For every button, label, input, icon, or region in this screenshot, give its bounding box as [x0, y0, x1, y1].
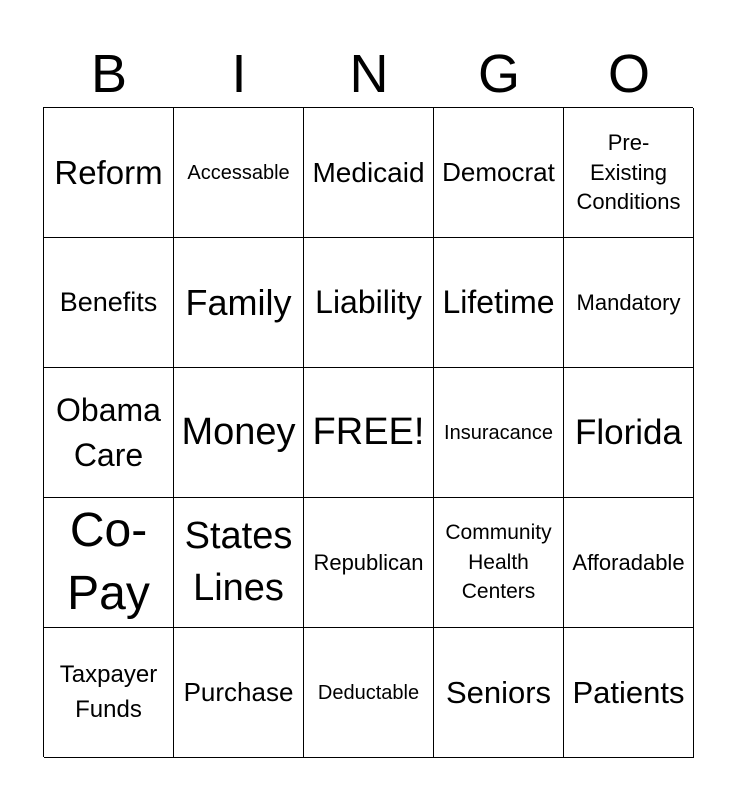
- cell-text: Purchase: [183, 676, 294, 707]
- bingo-cell-r2c4[interactable]: [434, 238, 564, 368]
- bingo-cell-r5c3[interactable]: [304, 628, 434, 758]
- cell-text: Afforadable: [572, 549, 685, 575]
- bingo-cell-r1c3[interactable]: [304, 108, 434, 238]
- cell-text: Democrat: [442, 156, 555, 187]
- bingo-cell-r3c1[interactable]: [44, 368, 174, 498]
- bingo-cell-r1c5[interactable]: [564, 108, 694, 238]
- bingo-cell-r4c4[interactable]: [434, 498, 564, 628]
- cell-text: Taxpayer Funds: [59, 661, 158, 723]
- cell-text: Lifetime: [442, 284, 555, 321]
- header-letter-n: N: [349, 44, 389, 104]
- cell-text: Accessable: [187, 161, 290, 184]
- cell-text: Seniors: [445, 674, 552, 710]
- bingo-cell-r3c4[interactable]: [434, 368, 564, 498]
- cell-text: FREE!: [312, 410, 425, 453]
- cell-text: Florida: [575, 412, 682, 452]
- cell-text: Mandatory: [576, 289, 681, 315]
- header-letter-o: O: [607, 44, 650, 104]
- bingo-cell-r2c2[interactable]: [174, 238, 304, 368]
- bingo-cell-r1c4[interactable]: [434, 108, 564, 238]
- cell-text: Deductable: [317, 681, 420, 704]
- header-letter-i: I: [231, 44, 247, 104]
- bingo-cell-r2c1[interactable]: [44, 238, 174, 368]
- bingo-header: [44, 38, 694, 110]
- cell-text: Obama Care: [56, 391, 161, 473]
- cell-text: Co- Pay: [67, 504, 150, 620]
- cell-text: Republican: [313, 549, 424, 575]
- bingo-cell-r4c1[interactable]: [44, 498, 174, 628]
- cell-text: Benefits: [59, 287, 158, 318]
- bingo-cell-r4c5[interactable]: [564, 498, 694, 628]
- cell-text: Patients: [572, 674, 685, 710]
- bingo-cell-r1c1[interactable]: [44, 108, 174, 238]
- bingo-cell-r2c5[interactable]: [564, 238, 694, 368]
- cell-text: Insuracance: [444, 421, 553, 444]
- bingo-cell-r4c2[interactable]: [174, 498, 304, 628]
- cell-text: Money: [181, 410, 296, 453]
- bingo-cell-r5c2[interactable]: [174, 628, 304, 758]
- bingo-cell-r5c1[interactable]: [44, 628, 174, 758]
- bingo-cell-r2c3[interactable]: [304, 238, 434, 368]
- bingo-cell-r1c2[interactable]: [174, 108, 304, 238]
- cell-text: Reform: [54, 153, 163, 191]
- bingo-cell-r5c4[interactable]: [434, 628, 564, 758]
- bingo-card-grid: [43, 107, 693, 757]
- bingo-cell-r4c3[interactable]: [304, 498, 434, 628]
- cell-text: Liability: [315, 284, 422, 321]
- cell-text: Family: [185, 281, 292, 323]
- bingo-cell-r3c2[interactable]: [174, 368, 304, 498]
- cell-text: Medicaid: [312, 156, 425, 188]
- bingo-cell-r3c3[interactable]: [304, 368, 434, 498]
- header-letter-g: G: [477, 44, 520, 104]
- cell-text: Community Health Centers: [445, 521, 552, 604]
- bingo-cell-r3c5[interactable]: [564, 368, 694, 498]
- cell-text: States Lines: [184, 515, 293, 609]
- cell-text: Pre- Existing Conditions: [576, 129, 681, 215]
- bingo-cell-r5c5[interactable]: [564, 628, 694, 758]
- header-letter-b: B: [90, 44, 128, 104]
